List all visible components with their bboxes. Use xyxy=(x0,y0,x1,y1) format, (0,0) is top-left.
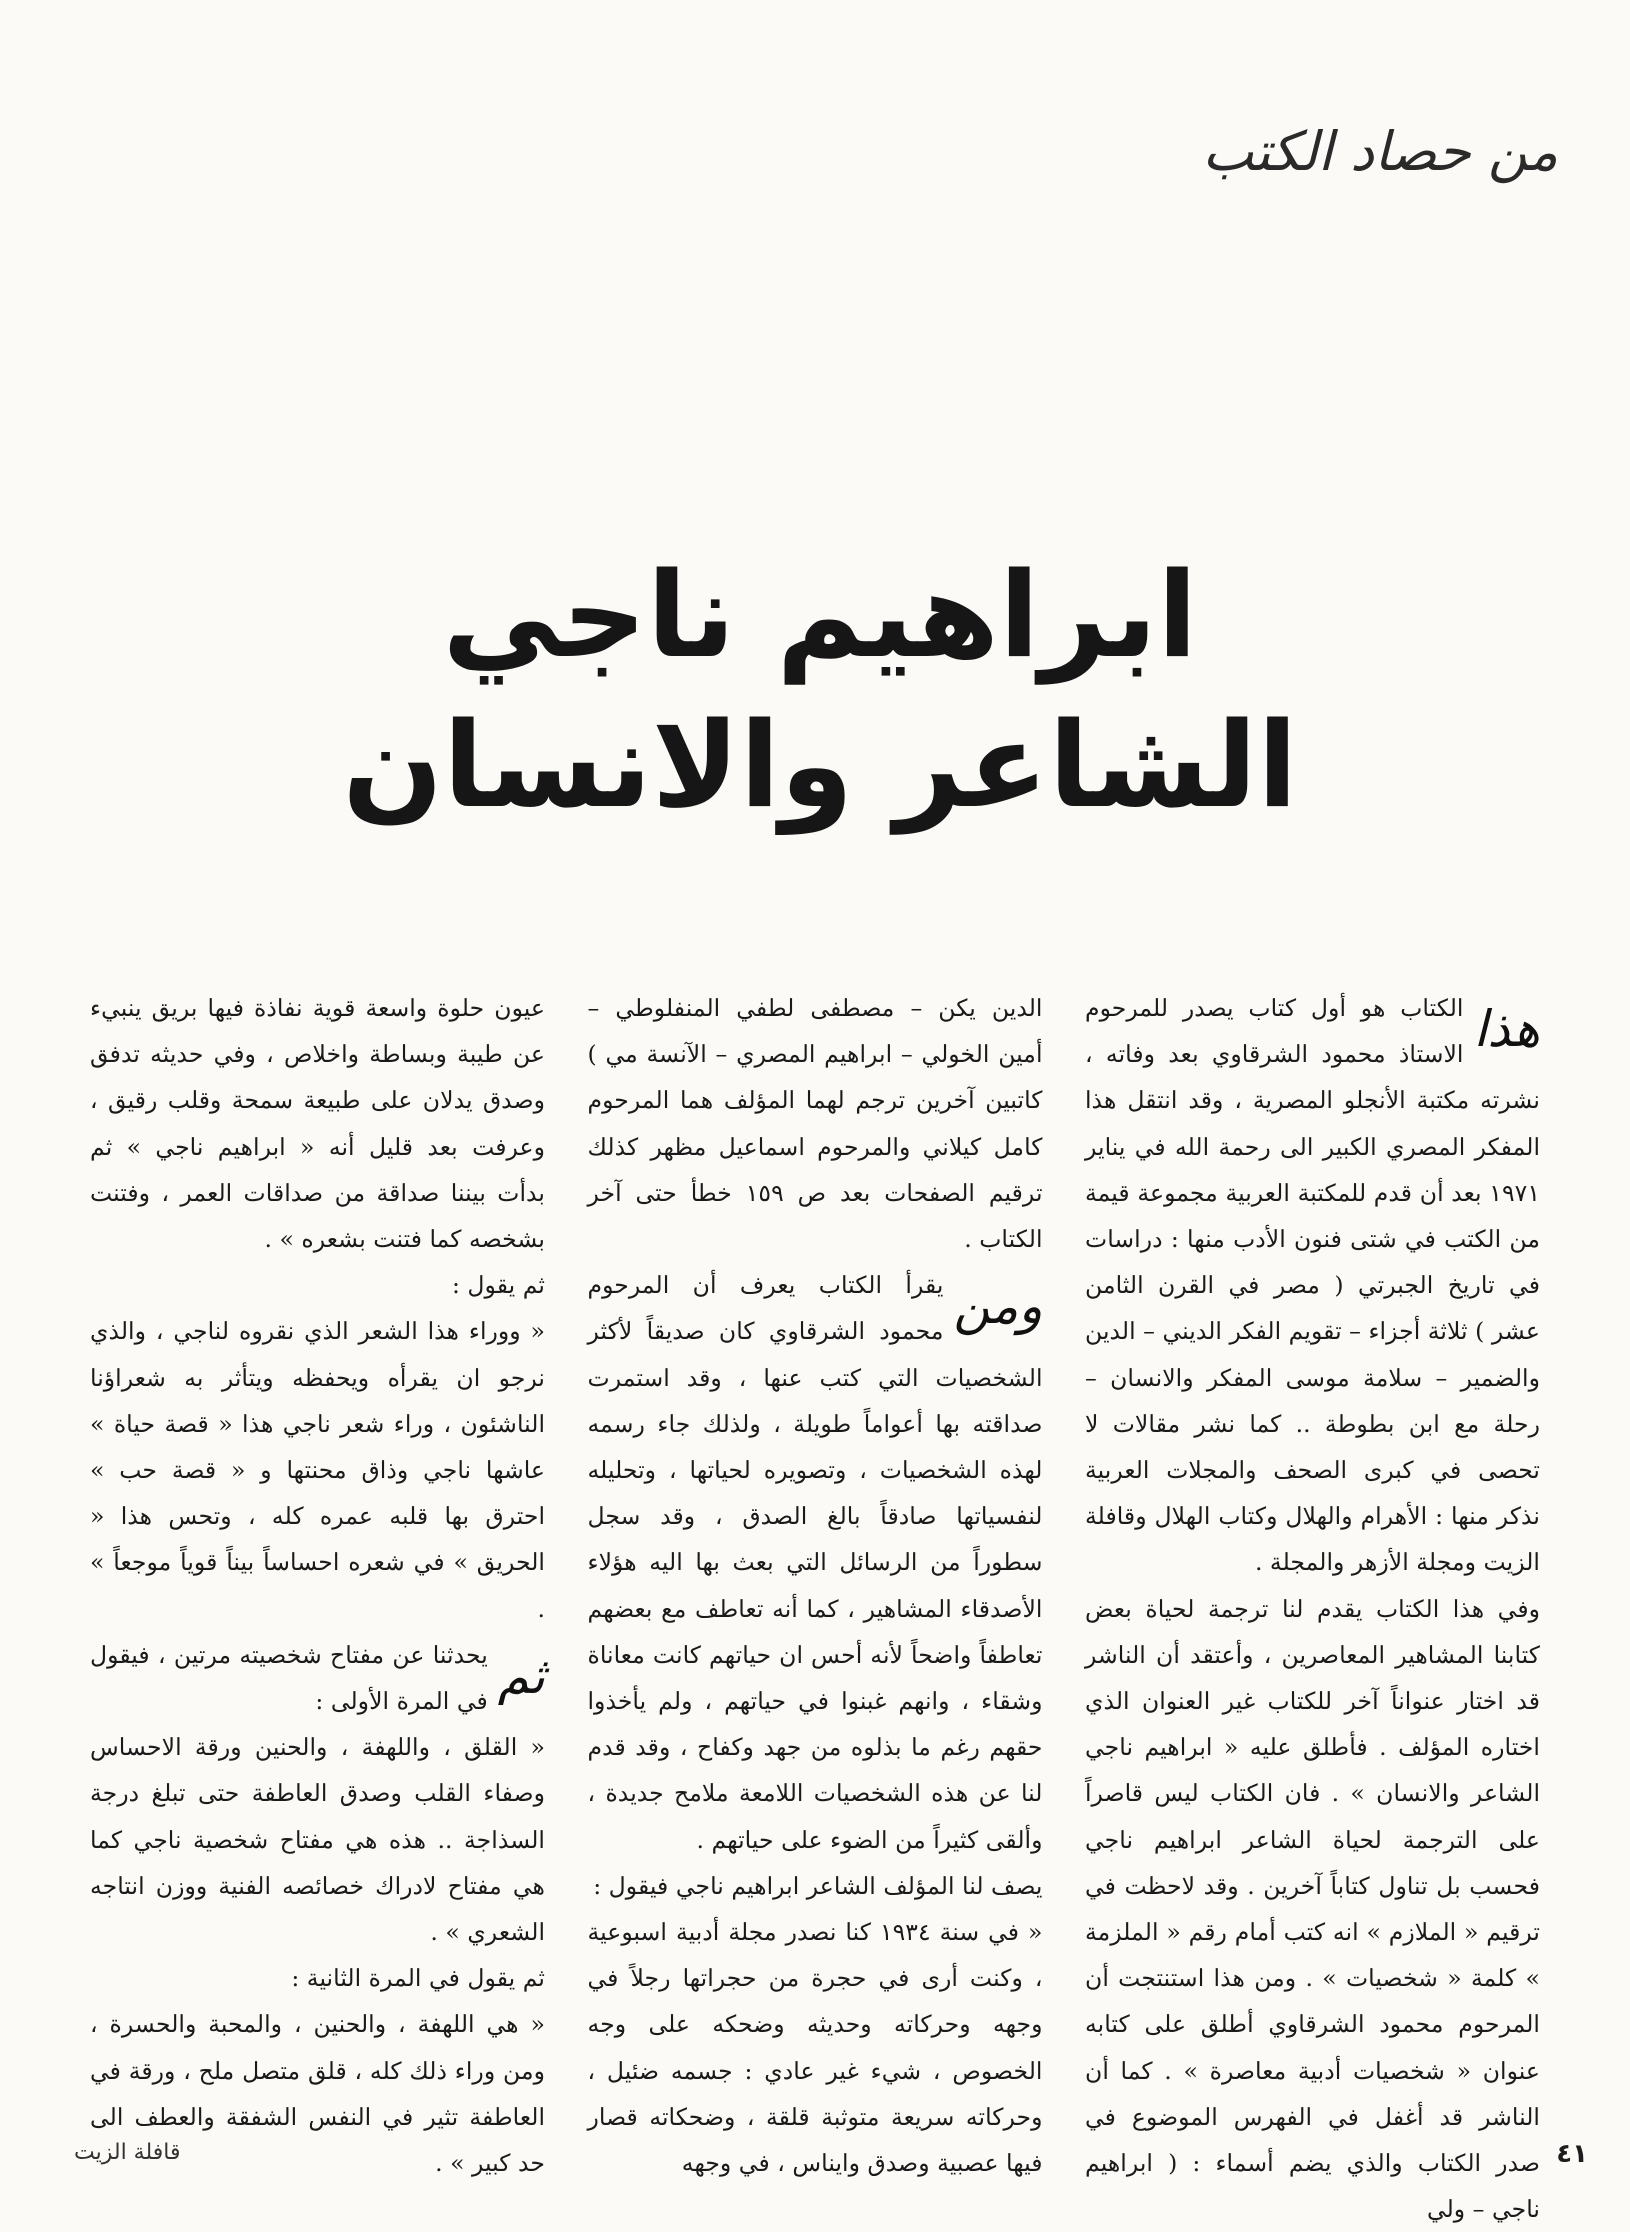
title-line-1: ابراهيم ناجي xyxy=(442,546,1198,684)
dropcap: ثم xyxy=(497,1646,545,1705)
paragraph: ثم يقول : xyxy=(451,1271,545,1300)
column-2 xyxy=(587,985,1043,2178)
paragraph: يصف لنا المؤلف الشاعر ابراهيم ناجي فيقول : xyxy=(593,1871,1043,1900)
section-header: من حصاد الكتب xyxy=(1202,120,1558,183)
dropcap: هذا xyxy=(1473,1000,1540,1058)
paragraph: « ووراء هذا الشعر الذي نقروه لناجي ، والذي نرجو ان يقرأه ويحفظه ويتأثر به شعراؤنا الناشئون ، وراء شعر ناجي هذا « قصة حياة » عاشها ناجي وذاق محنتها و « قصة حب » احترق بها قلبه عمره كله ، وتحس هذا « الحريق » في شعره احساساً بيناً قوياً موجعاً » . xyxy=(90,1317,545,1623)
paragraph: ثم يقول في المرة الثانية : xyxy=(291,1964,545,1993)
paragraph-text: يحدثنا عن مفتاح شخصيته مرتين ، فيقول في المرة الأولى : xyxy=(90,1640,488,1716)
paragraph: « في سنة ١٩٣٤ كنا نصدر مجلة أدبية اسبوعية ، وكنت أرى في حجرة من حجراتها رجلاً في وجهه وحركاته وحديثه وضحكه على وجه الخصوص ، شيء غير عادي : جسمه ضئيل ، وحركاته سريعة متوثبة قلقة ، وضحكاته قصار فيها عصبية وصدق وايناس ، في وجهه xyxy=(587,1918,1043,2178)
column-1 xyxy=(1085,985,1540,2224)
article-title xyxy=(190,540,1450,840)
paragraph xyxy=(588,1262,1043,1863)
paragraph xyxy=(90,1632,545,1724)
paragraph-text: يقرأ الكتاب يعرف أن المرحوم محمود الشرقاوي كان صديقاً لأكثر الشخصيات التي كتب عنها ، وقد استمرت صداقته بها أعواماً طويلة ، ولذلك جاء رسمه لهذه الشخصيات ، وتصويره لحياتها ، وتحليله لنفسياتها صادقاً بالغ الصدق ، وقد سجل سطوراً من الرسائل التي بعث بها اليه هؤلاء الأصدقاء المشاهير ، كما أنه تعاطف مع بعضهم تعاطفاً واضحاً لأنه أحس ان حياتهم كانت معاناة وشقاء ، وانهم غبنوا في حياتهم ، ولم يأخذوا حقهم رغم ما بذلوه من جهد وكفاح ، وقد قدم لنا عن هذه الشخصيات اللامعة ملامح جديدة ، وألقى كثيراً من الضوء على حياتهم . xyxy=(587,1271,1043,1854)
magazine-name: قافلة الزيت xyxy=(74,2140,181,2165)
paragraph: الدين يكن – مصطفى لطفي المنفلوطي – أمين الخولي – ابراهيم المصري – الآنسة مي ) كاتبين آخرين ترجم لهما المؤلف هما المرحوم كامل كيلاني والمرحوم اسماعيل مظهر كذلك ترقيم الصفحات بعد ص ١٥٩ خطأ حتى آخر الكتاب . xyxy=(587,994,1043,1254)
paragraph-text: الكتاب هو أول كتاب يصدر للمرحوم الاستاذ محمود الشرقاوي بعد وفاته ، نشرته مكتبة الأنجلو المصرية ، وقد انتقل هذا المفكر المصري الكبير الى رحمة الله في يناير ١٩٧١ بعد أن قدم للمكتبة العربية مجموعة قيمة من الكتب في شتى فنون الأدب منها : دراسات في تاريخ الجبرتي ( مصر في القرن الثامن عشر ) ثلاثة أجزاء – تقويم الفكر الديني – الدين والضمير – سلامة موسى المفكر والانسان – رحلة مع ابن بطوطة .. كما نشر مقالات لا تحصى في كبرى الصحف والمجلات العربية نذكر منها : الأهرام والهلال وكتاب الهلال وقافلة الزيت ومجلة الأزهر والمجلة . xyxy=(1085,994,1540,1577)
paragraph: وفي هذا الكتاب يقدم لنا ترجمة لحياة بعض كتابنا المشاهير المعاصرين ، وأعتقد أن الناشر قد اختار عنواناً آخر للكتاب غير العنوان الذي اختاره المؤلف . فأطلق عليه « ابراهيم ناجي الشاعر والانسان » . فان الكتاب ليس قاصراً على الترجمة لحياة الشاعر ابراهيم ناجي فحسب بل تناول كتاباً آخرين . وقد لاحظت في ترقيم « الملازم » انه كتب أمام رقم « الملزمة » كلمة « شخصيات » . ومن هذا استنتجت أن المرحوم محمود الشرقاوي أطلق على كتابه عنوان « شخصيات أدبية معاصرة » . كما أن الناشر قد أغفل في الفهرس الموضوع في صدر الكتاب والذي يضم أسماء : ( ابراهيم ناجي – ولي xyxy=(1085,1594,1540,2224)
title-line-2: الشاعر والانسان xyxy=(342,696,1298,834)
paragraph: « هي اللهفة ، والحنين ، والمحبة والحسرة ، ومن وراء ذلك كله ، قلق متصل ملح ، ورقة في العاطفة تثير في النفس الشفقة والعطف الى حد كبير » . xyxy=(90,2010,545,2178)
paragraph xyxy=(1085,985,1540,1586)
article-body xyxy=(90,985,1540,2224)
page-number: ٤١ xyxy=(1556,2139,1588,2169)
paragraph: « القلق ، واللهفة ، والحنين ورقة الاحساس وصفاء القلب وصدق العاطفة حتى تبلغ درجة السذاجة .. هذه هي مفتاح شخصية ناجي كما هي مفتاح لادراك خصائصه الفنية ووزن انتاجه الشعري » . xyxy=(90,1733,545,1947)
dropcap: ومن xyxy=(953,1277,1043,1336)
paragraph: عيون حلوة واسعة قوية نفاذة فيها بريق ينبيء عن طيبة وبساطة واخلاص ، وفي حديثه تدفق وصدق يدلان على طبيعة سمحة وقلب رقيق ، وعرفت بعد قليل أنه « ابراهيم ناجي » ثم بدأت بيننا صداقة من صداقات العمر ، وفتنت بشخصه كما فتنت بشعره » . xyxy=(90,994,545,1254)
